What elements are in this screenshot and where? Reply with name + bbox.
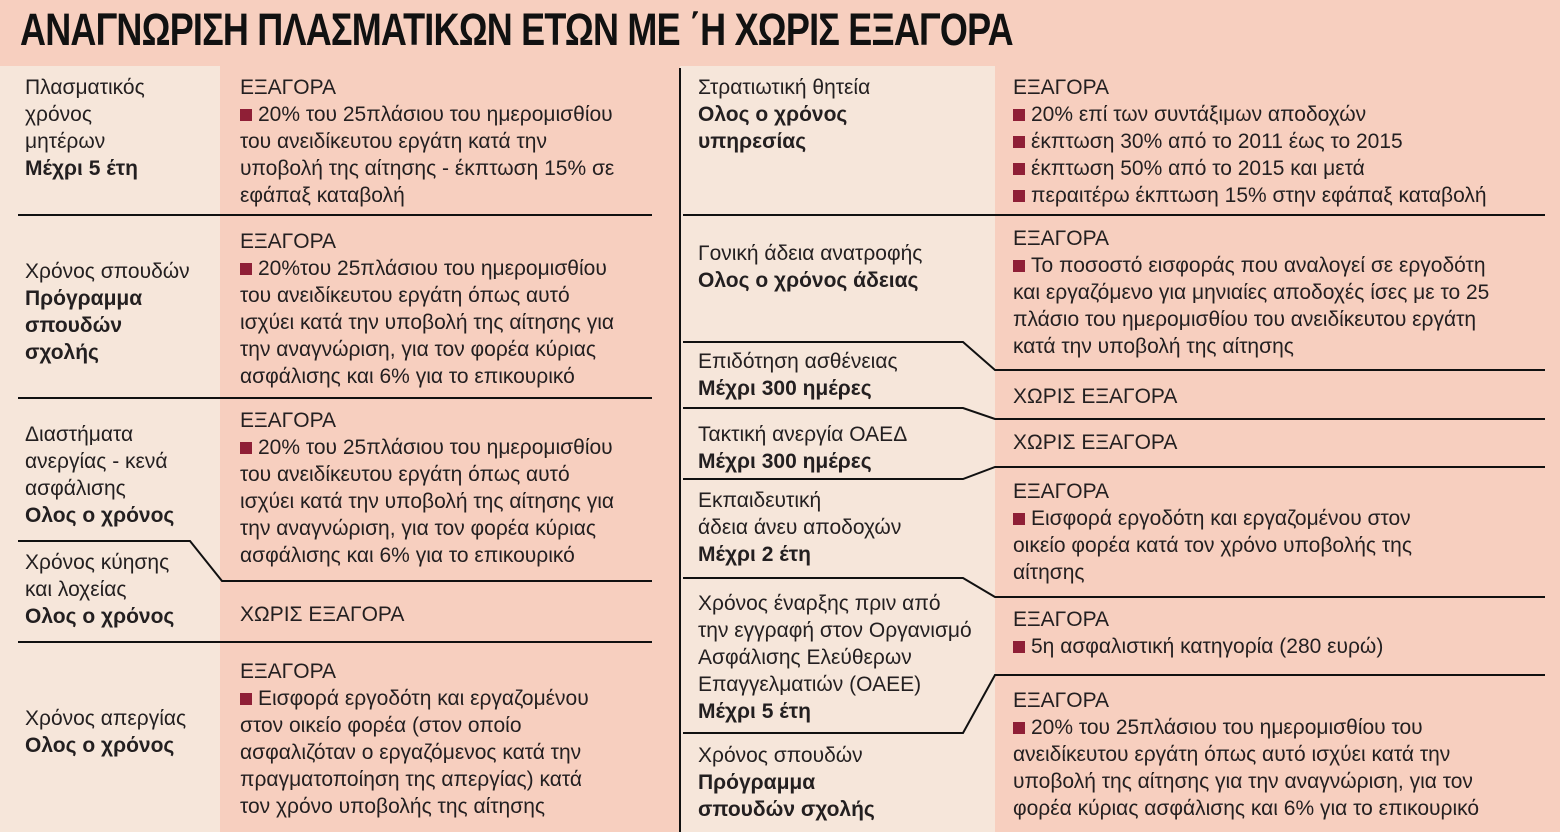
category-label: ανεργίας - κενά bbox=[25, 450, 168, 473]
value-text-line bbox=[240, 255, 670, 282]
value-text: ισχύει κατά την υποβολή της αίτησης για bbox=[240, 311, 615, 334]
category-label: την εγγραφή στον Οργανισμό bbox=[698, 619, 972, 642]
value-text-line bbox=[1013, 532, 1553, 559]
value-text: Το ποσοστό εισφοράς που αναλογεί σε εργοδότη bbox=[1031, 254, 1486, 277]
category-label: Χρόνος απεργίας bbox=[25, 707, 187, 730]
value-text-line bbox=[240, 155, 670, 182]
page-title: ΑΝΑΓΝΩΡΙΣΗ ΠΛΑΣΜΑΤΙΚΩΝ ΕΤΩΝ ΜΕ ΄Η ΧΩΡΙΣ ΕΞΑΓΟΡΑ bbox=[20, 4, 1013, 55]
value-cell bbox=[240, 407, 670, 569]
value-text-line bbox=[240, 515, 670, 542]
category-duration: Ολος ο χρόνος bbox=[25, 605, 175, 628]
value-text: ασφαλιζόταν ο εργαζόμενος κατά την bbox=[240, 741, 582, 764]
category-duration: Πρόγραμμα bbox=[25, 287, 143, 310]
bullet-square-icon bbox=[1013, 136, 1025, 148]
category-duration: Μέχρι 2 έτη bbox=[698, 543, 811, 566]
value-text: την αναγνώριση, για τον φορέα κύριας bbox=[240, 517, 596, 540]
value-text-line bbox=[240, 766, 670, 793]
value-text-line bbox=[240, 182, 670, 209]
value-text: του ανειδίκευτου εργάτη όπως αυτό bbox=[240, 284, 570, 307]
value-text-line bbox=[240, 488, 670, 515]
value-text: 20% του 25πλάσιου του ημερομισθίου του bbox=[1031, 716, 1423, 739]
value-title: ΕΞΑΓΟΡΑ bbox=[240, 230, 337, 253]
category-label: Ασφάλισης Ελεύθερων bbox=[698, 646, 912, 669]
category-cell bbox=[698, 590, 972, 725]
value-text-line bbox=[240, 685, 670, 712]
category-cell bbox=[698, 348, 898, 402]
value-cell bbox=[240, 658, 670, 820]
value-text: οικείο φορέα κατά τον χρόνο υποβολής της bbox=[1013, 534, 1412, 557]
value-text-line bbox=[1013, 333, 1553, 360]
value-text: εφάπαξ καταβολή bbox=[240, 184, 405, 207]
value-text: 20%του 25πλάσιου του ημερομισθίου bbox=[258, 257, 607, 280]
value-text-line bbox=[240, 363, 670, 390]
value-title: ΕΞΑΓΟΡΑ bbox=[240, 76, 337, 99]
category-cell bbox=[25, 549, 174, 630]
value-text-line bbox=[1013, 306, 1553, 333]
value-text-line bbox=[1013, 633, 1553, 660]
value-cell bbox=[240, 228, 670, 390]
value-text: ισχύει κατά την υποβολή της αίτησης για bbox=[240, 490, 615, 513]
category-label: Στρατιωτική θητεία bbox=[698, 76, 871, 99]
value-text: Εισφορά εργοδότη και εργαζομένου στον bbox=[1031, 507, 1411, 530]
category-label: Διαστήματα bbox=[25, 423, 134, 446]
bullet-square-icon bbox=[240, 693, 252, 705]
category-label: μητέρων bbox=[25, 130, 106, 153]
value-text: 20% επί των συντάξιμων αποδοχών bbox=[1031, 103, 1367, 126]
value-cell bbox=[1013, 687, 1553, 822]
value-text-line bbox=[1013, 155, 1553, 182]
bullet-square-icon bbox=[1013, 722, 1025, 734]
value-cell bbox=[1013, 429, 1553, 456]
category-label: Πλασματικός bbox=[25, 76, 145, 99]
value-text-line bbox=[240, 282, 670, 309]
value-text-line bbox=[1013, 101, 1553, 128]
value-title: ΕΞΑΓΟΡΑ bbox=[240, 660, 337, 683]
category-cell bbox=[698, 240, 922, 294]
category-label: Επιδότηση ασθένειας bbox=[698, 350, 898, 373]
category-duration: Μέχρι 5 έτη bbox=[698, 700, 811, 723]
category-cell bbox=[25, 421, 174, 529]
value-text: την αναγνώριση, για τον φορέα κύριας bbox=[240, 338, 596, 361]
value-cell bbox=[240, 74, 670, 209]
category-cell bbox=[25, 258, 190, 366]
value-text-line bbox=[1013, 559, 1553, 586]
category-label: Χρόνος σπουδών bbox=[698, 744, 863, 767]
value-text-line bbox=[1013, 252, 1553, 279]
value-text-line bbox=[1013, 714, 1553, 741]
value-text: έκπτωση 50% από το 2015 και μετά bbox=[1031, 157, 1365, 180]
value-text-line bbox=[1013, 505, 1553, 532]
value-cell bbox=[1013, 225, 1553, 360]
category-cell bbox=[698, 742, 875, 823]
category-cell bbox=[698, 487, 901, 568]
category-label: Επαγγελματιών (ΟΑΕΕ) bbox=[698, 673, 922, 696]
value-text-line bbox=[240, 101, 670, 128]
value-title: ΧΩΡΙΣ ΕΞΑΓΟΡΑ bbox=[1013, 431, 1178, 454]
value-text: φορέα κύριας ασφάλισης και 6% για το επικουρικό bbox=[1013, 797, 1480, 820]
value-cell bbox=[1013, 74, 1553, 209]
value-text-line bbox=[1013, 182, 1553, 209]
value-text-line bbox=[240, 309, 670, 336]
category-cell bbox=[25, 74, 145, 182]
category-duration: Ολος ο χρόνος bbox=[25, 504, 175, 527]
category-duration: σπουδών σχολής bbox=[698, 798, 875, 821]
value-title: ΕΞΑΓΟΡΑ bbox=[1013, 480, 1110, 503]
bullet-square-icon bbox=[1013, 190, 1025, 202]
value-text-line bbox=[1013, 128, 1553, 155]
category-duration: Ολος ο χρόνος άδειας bbox=[698, 269, 919, 292]
category-label: Χρόνος σπουδών bbox=[25, 260, 190, 283]
bullet-square-icon bbox=[1013, 260, 1025, 272]
value-text: τον χρόνο υποβολής της αίτησης bbox=[240, 795, 545, 818]
category-duration: σχολής bbox=[25, 341, 99, 364]
value-cell bbox=[1013, 606, 1553, 660]
category-duration: υπηρεσίας bbox=[698, 130, 807, 153]
value-title: ΕΞΑΓΟΡΑ bbox=[1013, 689, 1110, 712]
bullet-square-icon bbox=[240, 263, 252, 275]
value-text: υποβολή της αίτησης - έκπτωση 15% σε bbox=[240, 157, 615, 180]
value-text: ασφάλισης και 6% για το επικουρικό bbox=[240, 544, 575, 567]
category-label: Χρόνος έναρξης πριν από bbox=[698, 592, 941, 615]
bullet-square-icon bbox=[240, 442, 252, 454]
category-label: Χρόνος κύησης bbox=[25, 551, 170, 574]
value-text: Εισφορά εργοδότη και εργαζομένου bbox=[258, 687, 589, 710]
value-text: 20% του 25πλάσιου του ημερομισθίου bbox=[258, 103, 613, 126]
value-text: και εργαζόμενο για μηνιαίες αποδοχές ίσες με το 25 bbox=[1013, 281, 1490, 304]
value-text: ανειδίκευτου εργάτη όπως αυτό ισχύει κατά την bbox=[1013, 743, 1451, 766]
category-label: ασφάλισης bbox=[25, 477, 126, 500]
category-label: χρόνος bbox=[25, 103, 92, 126]
value-cell bbox=[1013, 478, 1553, 586]
value-text: του ανειδίκευτου εργάτη όπως αυτό bbox=[240, 463, 570, 486]
value-title: ΕΞΑΓΟΡΑ bbox=[240, 409, 337, 432]
value-text-line bbox=[1013, 741, 1553, 768]
bullet-square-icon bbox=[1013, 163, 1025, 175]
category-label: Τακτική ανεργία ΟΑΕΔ bbox=[698, 423, 908, 446]
value-text: περαιτέρω έκπτωση 15% στην εφάπαξ καταβολή bbox=[1031, 184, 1487, 207]
category-duration: Μέχρι 300 ημέρες bbox=[698, 377, 872, 400]
value-text-line bbox=[240, 793, 670, 820]
value-text: πλάσιο του ημερομισθίου του ανειδίκευτου εργάτη bbox=[1013, 308, 1477, 331]
value-cell bbox=[1013, 383, 1553, 410]
value-text: του ανειδίκευτου εργάτη κατά την bbox=[240, 130, 547, 153]
value-cell bbox=[240, 601, 670, 628]
category-label: άδεια άνευ αποδοχών bbox=[698, 516, 902, 539]
value-text: κατά την υποβολή της αίτησης bbox=[1013, 335, 1294, 358]
category-label: Γονική άδεια ανατροφής bbox=[698, 242, 923, 265]
category-cell bbox=[25, 705, 186, 759]
value-text: αίτησης bbox=[1013, 561, 1085, 584]
category-cell bbox=[698, 74, 870, 155]
value-text: υποβολή της αίτησης για την αναγνώριση, για τον bbox=[1013, 770, 1473, 793]
category-duration: Μέχρι 5 έτη bbox=[25, 157, 138, 180]
value-text-line bbox=[1013, 768, 1553, 795]
value-title: ΕΞΑΓΟΡΑ bbox=[1013, 608, 1110, 631]
category-cell bbox=[698, 421, 907, 475]
value-title: ΧΩΡΙΣ ΕΞΑΓΟΡΑ bbox=[1013, 385, 1178, 408]
bullet-square-icon bbox=[1013, 641, 1025, 653]
value-title: ΕΞΑΓΟΡΑ bbox=[1013, 227, 1110, 250]
bullet-square-icon bbox=[1013, 109, 1025, 121]
value-text: έκπτωση 30% από το 2011 έως το 2015 bbox=[1031, 130, 1403, 153]
value-text-line bbox=[1013, 795, 1553, 822]
category-label: και λοχείας bbox=[25, 578, 127, 601]
value-text-line bbox=[240, 712, 670, 739]
value-text: 20% του 25πλάσιου του ημερομισθίου bbox=[258, 436, 613, 459]
value-title: ΧΩΡΙΣ ΕΞΑΓΟΡΑ bbox=[240, 603, 405, 626]
category-duration: Ολος ο χρόνος bbox=[25, 734, 175, 757]
value-text-line bbox=[1013, 279, 1553, 306]
value-text: ασφάλισης και 6% για το επικουρικό bbox=[240, 365, 575, 388]
value-text-line bbox=[240, 461, 670, 488]
value-text-line bbox=[240, 542, 670, 569]
category-duration: σπουδών bbox=[25, 314, 123, 337]
value-text-line bbox=[240, 434, 670, 461]
bullet-square-icon bbox=[240, 109, 252, 121]
value-text-line bbox=[240, 336, 670, 363]
value-text: 5η ασφαλιστική κατηγορία (280 ευρώ) bbox=[1031, 635, 1384, 658]
value-text-line bbox=[240, 739, 670, 766]
bullet-square-icon bbox=[1013, 513, 1025, 525]
value-text: στον οικείο φορέα (στον οποίο bbox=[240, 714, 522, 737]
category-duration: Ολος ο χρόνος bbox=[698, 103, 848, 126]
category-duration: Μέχρι 300 ημέρες bbox=[698, 450, 872, 473]
value-title: ΕΞΑΓΟΡΑ bbox=[1013, 76, 1110, 99]
value-text-line bbox=[240, 128, 670, 155]
category-label: Εκπαιδευτική bbox=[698, 489, 822, 512]
value-text: πραγματοποίηση της απεργίας) κατά bbox=[240, 768, 583, 791]
category-duration: Πρόγραμμα bbox=[698, 771, 816, 794]
